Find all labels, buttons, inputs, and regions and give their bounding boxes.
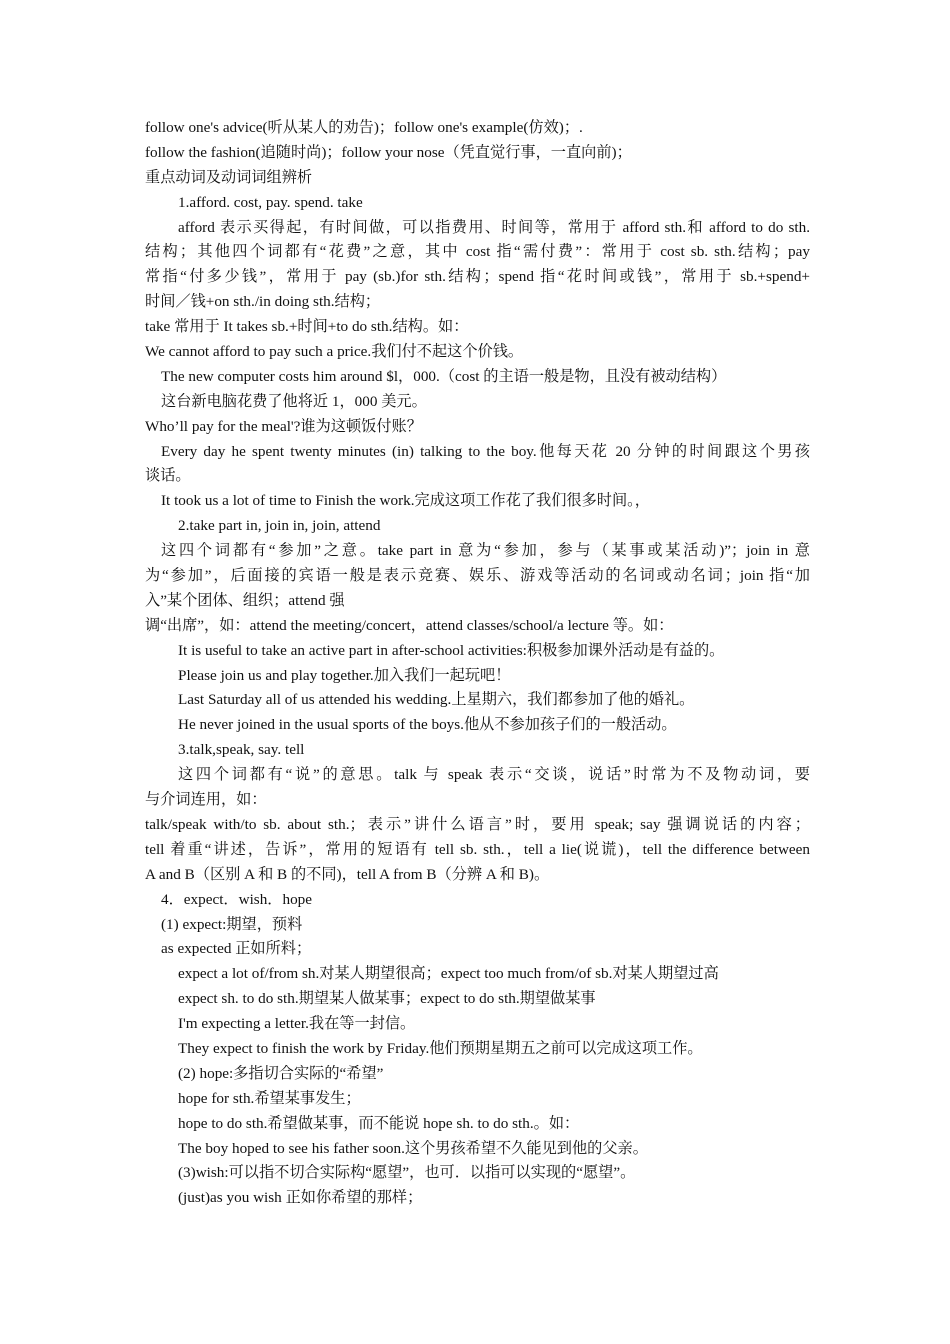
text-line: expect sh. to do sth.期望某人做某事；expect to do sth.期望做某事 bbox=[178, 990, 596, 1008]
text-line: talk/speak with/to sb. about sth.；表示”讲什么语言”时，要用 speak; say 强调说话的内容； bbox=[145, 815, 810, 833]
text-line: (2) hope:多指切合实际的“希望” bbox=[178, 1064, 384, 1082]
text-line: tell 着重“讲述，告诉”，常用的短语有 tell sb. sth.，tell a lie(说谎)，tell the difference between bbox=[145, 840, 810, 858]
text-line: Who’ll pay for the meal'?谁为这顿饭付账？ bbox=[145, 417, 422, 435]
document-body bbox=[145, 116, 810, 1211]
text-line: 为“参加”，后面接的宾语一般是表示竞赛、娱乐、游戏等活动的名词或动名词；join 指“加 bbox=[145, 567, 810, 585]
text-line: take 常用于 It takes sb.+时间+to do sth.结构。如： bbox=[145, 318, 469, 336]
text-line: 常指“付多少钱”，常用于 pay (sb.)for sth.结构；spend 指“花时间或钱”，常用于 sb.+spend+ bbox=[145, 268, 810, 286]
text-line: 这四个词都有“参加”之意。take part in 意为“参加，参与（某事或某活动)”；join in 意 bbox=[161, 542, 810, 560]
text-line: 3.talk,speak, say. tell bbox=[178, 741, 305, 759]
text-line: Every day he spent twenty minutes (in) talking to the boy.他每天花 20 分钟的时间跟这个男孩 bbox=[161, 442, 810, 460]
text-line: He never joined in the usual sports of the boys.他从不参加孩子们的一般活动。 bbox=[178, 716, 677, 734]
text-line: expect a lot of/from sh.对某人期望很高；expect too much from/of sb.对某人期望过高 bbox=[178, 965, 719, 983]
text-line: 时间／钱+on sth./in doing sth.结构； bbox=[145, 293, 381, 311]
text-line: 2.take part in, join in, join, attend bbox=[178, 517, 381, 535]
text-line: The new computer costs him around $l，000.（cost 的主语一般是物，且没有被动结构） bbox=[161, 367, 727, 385]
text-line: 谈话。 bbox=[145, 467, 191, 485]
text-line: follow the fashion(追随时尚)；follow your nose（凭直觉行事，一直向前)； bbox=[145, 143, 632, 161]
text-line: hope to do sth.希望做某事，而不能说 hope sh. to do sth.。如： bbox=[178, 1114, 580, 1132]
text-line: Please join us and play together.加入我们一起玩吧！ bbox=[178, 666, 511, 684]
text-line: 4．expect．wish．hope bbox=[161, 890, 312, 908]
text-line: as expected 正如所料； bbox=[161, 940, 312, 958]
text-line: hope for sth.希望某事发生； bbox=[178, 1089, 361, 1107]
text-line: 入”某个团体、组织；attend 强 bbox=[145, 591, 345, 609]
text-line: It took us a lot of time to Finish the work.完成这项工作花了我们很多时间。， bbox=[161, 492, 650, 510]
text-line: 这四个词都有“说”的意思。talk 与 speak 表示“交谈，说话”时常为不及物动词，要 bbox=[178, 766, 810, 784]
text-line: 重点动词及动词词组辨析 bbox=[145, 168, 313, 186]
text-line: (3)wish:可以指不切合实际构“愿望”，也可．以指可以实现的“愿望”。 bbox=[178, 1164, 636, 1182]
text-line: It is useful to take an active part in after-school activities:积极参加课外活动是有益的。 bbox=[178, 641, 725, 659]
text-line: The boy hoped to see his father soon.这个男孩希望不久能见到他的父亲。 bbox=[178, 1139, 648, 1157]
text-line: 与介词连用，如： bbox=[145, 791, 267, 809]
text-line: 1.afford. cost, pay. spend. take bbox=[178, 193, 363, 211]
text-line: We cannot afford to pay such a price.我们付不起这个价钱。 bbox=[145, 343, 524, 361]
text-line: I'm expecting a letter.我在等一封信。 bbox=[178, 1015, 416, 1033]
text-line: afford 表示买得起，有时间做，可以指费用、时间等，常用于 afford sth.和 afford to do sth. bbox=[178, 218, 810, 236]
text-line: (1) expect:期望，预料 bbox=[161, 915, 303, 933]
text-line: They expect to finish the work by Friday.他们预期星期五之前可以完成这项工作。 bbox=[178, 1039, 703, 1057]
text-line: 结构；其他四个词都有“花费”之意，其中 cost 指“需付费”：常用于 cost sb. sth.结构；pay bbox=[145, 243, 810, 261]
text-line: (just)as you wish 正如你希望的那样； bbox=[178, 1189, 423, 1207]
text-line: A and B（区别 A 和 B 的不同)，tell A from B（分辨 A 和 B)。 bbox=[145, 865, 550, 883]
text-line: follow one's advice(听从某人的劝告)；follow one's example(仿效)；. bbox=[145, 119, 583, 136]
text-line: 这台新电脑花费了他将近 1，000 美元。 bbox=[161, 392, 427, 410]
text-line: Last Saturday all of us attended his wedding.上星期六，我们都参加了他的婚礼。 bbox=[178, 691, 695, 709]
text-line: 调“出席”，如：attend the meeting/concert，attend classes/school/a lecture 等。如： bbox=[145, 616, 674, 634]
